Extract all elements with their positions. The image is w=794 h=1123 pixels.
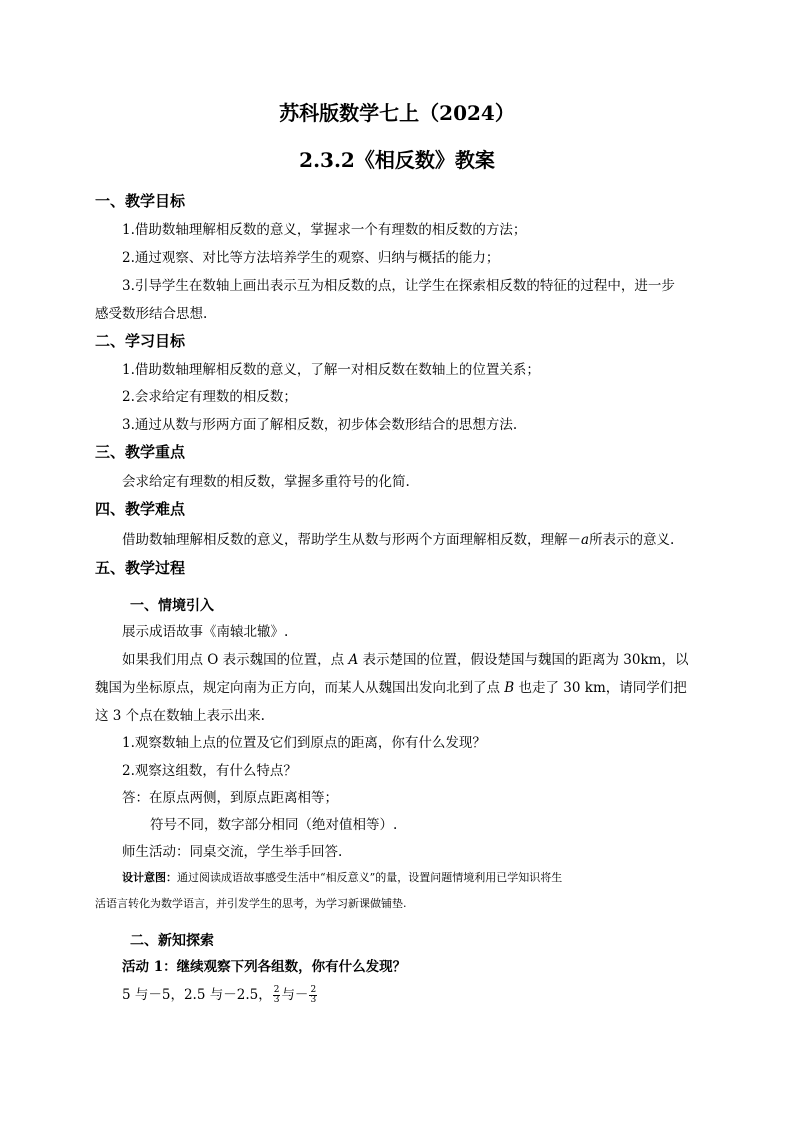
teacher-student-activity: 师生活动：同桌交流，学生举手回答. xyxy=(122,844,343,860)
learning-line-2: 2.会求给定有理数的相反数； xyxy=(122,389,297,405)
goal-line-1: 1.借助数轴理解相反数的意义，掌握求一个有理数的相反数的方法； xyxy=(122,222,527,238)
fraction-neg-two-thirds: $\frac{2}{3}$ xyxy=(310,985,317,1005)
learning-line-1: 1.借助数轴理解相反数的意义，了解一对相反数在数轴上的位置关系； xyxy=(122,362,540,378)
key-point-text: 会求给定有理数的相反数，掌握多重符号的化简. xyxy=(122,474,410,490)
fraction-two-thirds: $\frac{2}{3}$ xyxy=(273,985,280,1005)
section-heading-teaching-goals: 一、教学目标 xyxy=(95,192,186,210)
section-heading-key-point: 三、教学重点 xyxy=(95,443,186,461)
learning-line-3: 3.通过从数与形两方面了解相反数，初步体会数形结合的思想方法. xyxy=(122,417,518,433)
section-heading-difficulty: 四、教学难点 xyxy=(95,500,186,518)
design-intent-line-1: 设计意图：通过阅读成语故事感受生活中“相反意义”的量，设置问题情境利用已学知识将生 xyxy=(122,871,563,884)
difficulty-text: 借助数轴理解相反数的意义，帮助学生从数与形两个方面理解相反数，理解－a所表示的意义. xyxy=(122,532,675,548)
document-subtitle: 2.3.2《相反数》教案 xyxy=(299,148,495,172)
activity-1-prompt: 活动 1：继续观察下列各组数，你有什么发现？ xyxy=(122,959,407,975)
answer-line-2: 符号不同，数字部分相同（绝对值相等）. xyxy=(150,817,398,833)
document-title: 苏科版数学七上（2024） xyxy=(279,101,515,125)
part1-heading: 一、情境引入 xyxy=(130,598,214,614)
question-2: 2.观察这组数，有什么特点？ xyxy=(122,763,297,779)
part2-heading: 二、新知探索 xyxy=(130,933,214,949)
section-heading-learning-goals: 二、学习目标 xyxy=(95,332,186,350)
goal-line-2: 2.通过观察、对比等方法培养学生的观察、归纳与概括的能力； xyxy=(122,250,500,266)
process-line-scenario-2: 魏国为坐标原点，规定向南为正方向，而某人从魏国出发向北到了点 B 也走了 30 km，请同学们把 xyxy=(95,680,687,696)
design-intent-line-2: 活语言转化为数学语言，并引发学生的思考，为学习新课做铺垫. xyxy=(95,897,407,910)
process-line-scenario-3: 这 3 个点在数轴上表示出来. xyxy=(95,708,265,724)
process-line-story: 展示成语故事《南辕北辙》. xyxy=(122,624,289,640)
section-heading-process: 五、教学过程 xyxy=(95,559,186,577)
number-pairs: 5 与－5，2.5 与－2.5， $\frac{2}{3}$ 与－ $\frac{2}{3}$ xyxy=(122,985,317,1005)
process-line-scenario-1: 如果我们用点 O 表示魏国的位置，点 A 表示楚国的位置，假设楚国与魏国的距离为 30km，以 xyxy=(122,652,689,668)
question-1: 1.观察数轴上点的位置及它们到原点的距离，你有什么发现？ xyxy=(122,735,486,751)
goal-line-4: 感受数形结合思想. xyxy=(95,306,208,322)
answer-line-1: 答：在原点两侧，到原点距离相等； xyxy=(122,790,338,806)
goal-line-3: 3.引导学生在数轴上画出表示互为相反数的点，让学生在探索相反数的特征的过程中，进一步 xyxy=(122,278,675,294)
